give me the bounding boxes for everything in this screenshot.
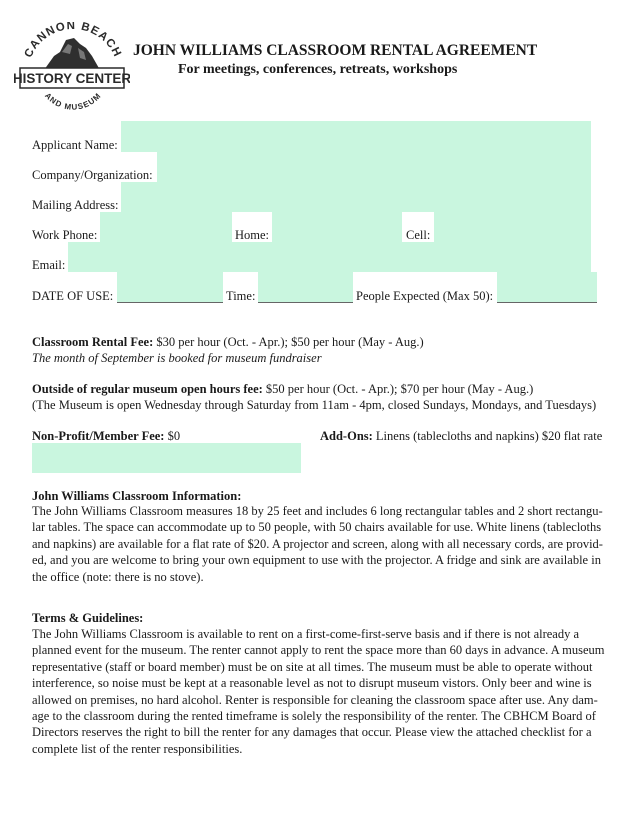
info-paragraph xyxy=(32,503,612,585)
museum-hours-note: (The Museum is open Wednesday through Saturday from 11am - 4pm, closed Sundays, Mondays, and Tuesdays) xyxy=(32,398,597,412)
terms-line: planned event for the museum. The renter cannot apply to rent the space more than 60 days in advance. A museum xyxy=(32,643,605,658)
september-note: The month of September is booked for museum fundraiser xyxy=(32,351,322,365)
people-expected-field[interactable] xyxy=(497,272,597,302)
applicant-name-field[interactable] xyxy=(121,121,591,152)
company-label: Company/Organization: xyxy=(32,168,153,182)
cell-phone-label: Cell: xyxy=(406,228,431,242)
nonprofit-fee-label: Non-Profit/Member Fee: xyxy=(32,429,165,443)
terms-line: interference, so noise must be kept at a reasonable level as not to disrupt museum vistors. Only beer and wine is xyxy=(32,676,592,691)
terms-paragraph xyxy=(32,626,612,757)
applicant-name-label: Applicant Name: xyxy=(32,138,118,152)
company-field[interactable] xyxy=(157,152,591,182)
home-phone-label: Home: xyxy=(235,228,270,242)
addons-label: Add-Ons: xyxy=(320,429,373,443)
svg-text:AND MUSEUM xyxy=(43,91,103,112)
time-label: Time: xyxy=(226,289,256,303)
terms-line: complete list of the renter responsibilities. xyxy=(32,741,243,756)
time-field[interactable] xyxy=(258,272,353,302)
outside-hours-fee-text: $50 per hour (Oct. - Apr.); $70 per hour (May - Aug.) xyxy=(262,382,534,396)
date-of-use-field[interactable] xyxy=(117,272,223,302)
mailing-address-label: Mailing Address: xyxy=(32,198,119,212)
work-phone-label: Work Phone: xyxy=(32,228,98,242)
rental-fee-label: Classroom Rental Fee: xyxy=(32,335,154,349)
terms-heading: Terms & Guidelines: xyxy=(32,611,144,625)
page-title: JOHN WILLIAMS CLASSROOM RENTAL AGREEMENT xyxy=(133,42,538,59)
nonprofit-fee-line xyxy=(32,428,180,444)
work-phone-field[interactable] xyxy=(100,212,232,242)
logo-top-text: CANNON BEACH xyxy=(22,22,124,60)
mailing-address-field[interactable] xyxy=(121,182,591,212)
rock-icon xyxy=(44,38,100,70)
home-phone-field[interactable] xyxy=(272,212,402,242)
rental-fee-line xyxy=(32,334,424,350)
terms-line: representative (staff or board member) must be on site at all times. The museum must be able to operate without xyxy=(32,659,593,674)
outside-hours-fee-line xyxy=(32,381,533,397)
addons-text: Linens (tablecloths and napkins) $20 flat rate xyxy=(372,429,603,443)
info-line: the office (note: there is no stove). xyxy=(32,569,204,584)
terms-line: The John Williams Classroom is available to rent on a first-come-first-serve basis and if there is not already a xyxy=(32,627,580,641)
email-label: Email: xyxy=(32,258,66,272)
addons-line xyxy=(320,428,602,444)
cell-phone-field[interactable] xyxy=(434,212,591,242)
terms-line: allowed on premises, no hard alcohol. Renter is responsible for cleaning the classroom space after use. Any dam- xyxy=(32,692,598,707)
logo-bottom-text: AND MUSEUM xyxy=(43,91,103,112)
date-of-use-label: DATE OF USE: xyxy=(32,289,114,303)
logo-graphic xyxy=(14,22,130,122)
info-heading: John Williams Classroom Information: xyxy=(32,489,242,503)
rental-fee-text: $30 per hour (Oct. - Apr.); $50 per hour (May - Aug.) xyxy=(153,335,424,349)
page-subtitle: For meetings, conferences, retreats, workshops xyxy=(178,62,458,77)
nonprofit-fee-text: $0 xyxy=(164,429,181,443)
people-expected-label: People Expected (Max 50): xyxy=(356,289,494,303)
info-line: ed, and you are welcome to bring your own equipment to use with the projector. A fridge and sink are available in xyxy=(32,553,601,568)
logo xyxy=(14,22,130,122)
fee-notes-field[interactable] xyxy=(32,443,301,473)
email-field[interactable] xyxy=(68,242,591,272)
info-line: and napkins) are available for a flat rate of $20. A projector and screen, along with all necessary cords, are provid- xyxy=(32,536,603,551)
logo-middle-text: HISTORY CENTER xyxy=(14,71,130,86)
outside-hours-fee-label: Outside of regular museum open hours fee: xyxy=(32,382,263,396)
info-line: lar tables. The space can accommodate up to 50 people, with 50 chairs available for use. White linens (tablecloths xyxy=(32,520,602,535)
terms-line: Directors reserves the right to bill the renter for any damages that occur. Please view the attached checklist for a xyxy=(32,725,592,740)
info-line: The John Williams Classroom measures 18 by 25 feet and includes 6 long rectangular tables and 2 short rectangu- xyxy=(32,504,603,518)
terms-line: age to the classroom during the rented timeframe is solely the responsibility of the renter. The CBHCM Board of xyxy=(32,709,596,724)
